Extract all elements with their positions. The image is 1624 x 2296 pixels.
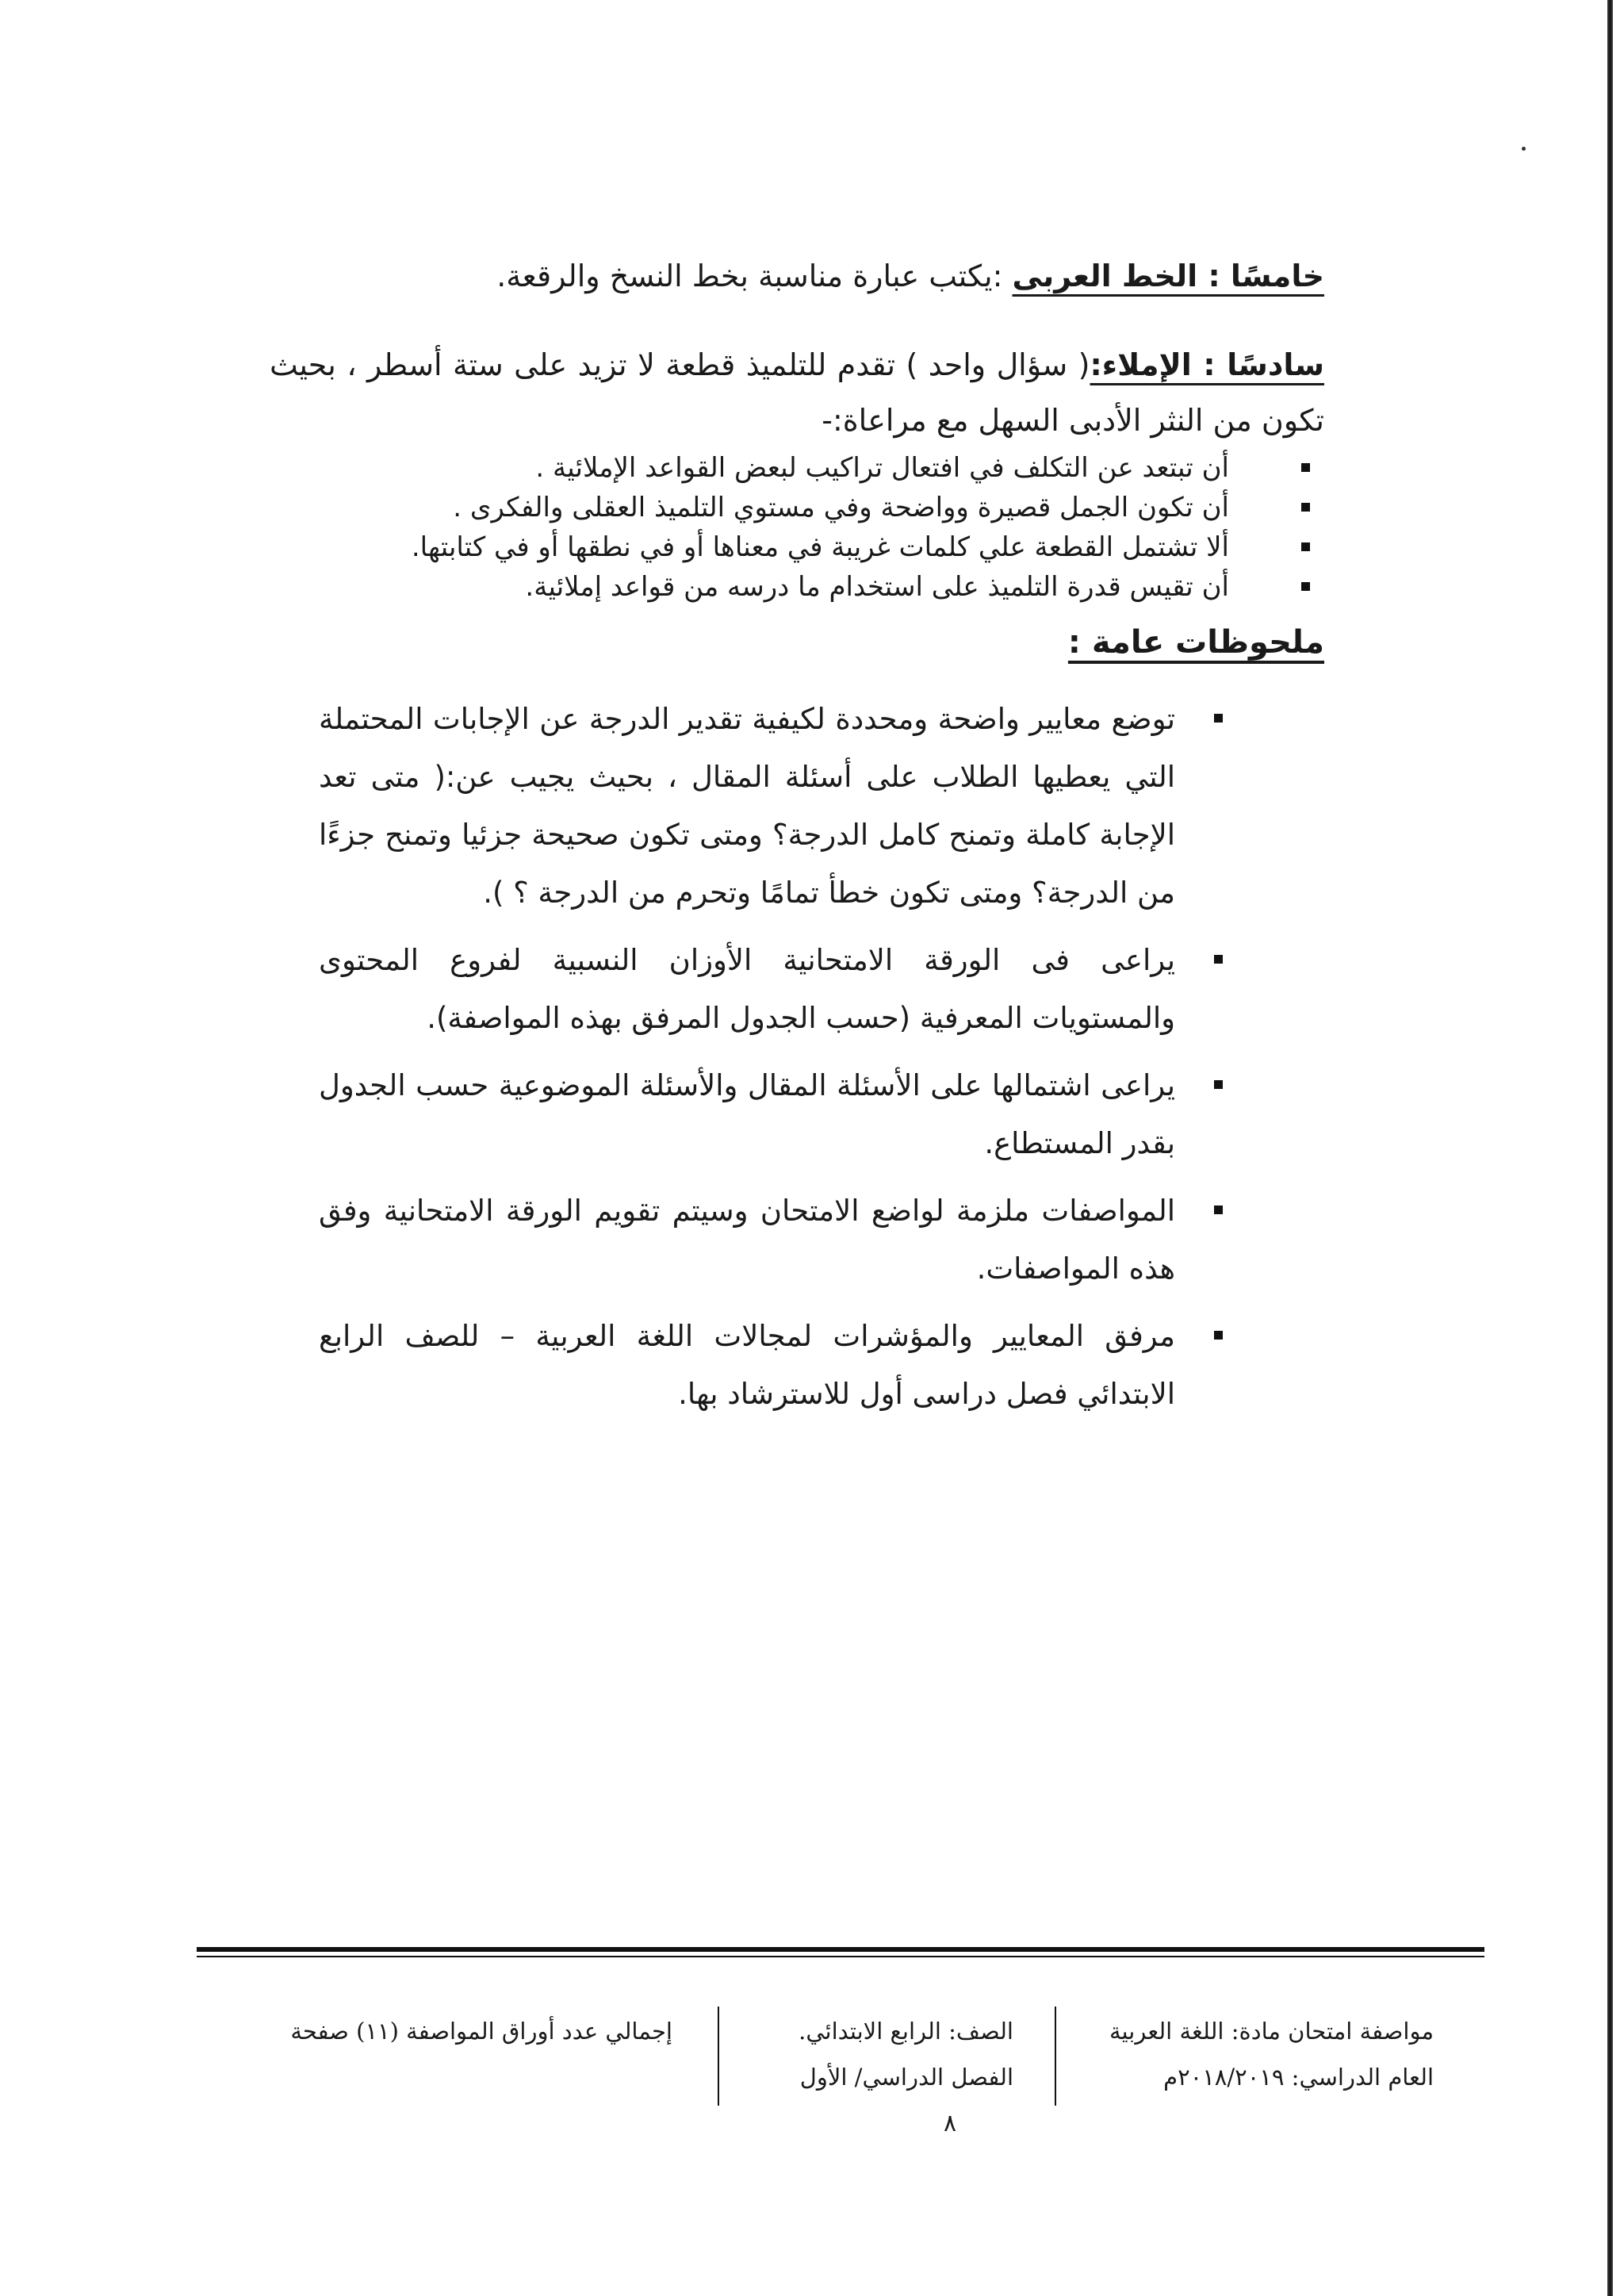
section-calligraphy: [270, 252, 1324, 300]
section-dictation-heading: سادسًا : الإملاء:: [1090, 347, 1324, 382]
footer-spec-title: مواصفة امتحان مادة: اللغة العربية: [1109, 2018, 1434, 2045]
scan-edge: [1607, 0, 1613, 2296]
footer-rule: [197, 1947, 1484, 1952]
section-calligraphy-text: :يكتب عبارة مناسبة بخط النسخ والرقعة.: [496, 259, 1013, 293]
footer-divider: [718, 2007, 719, 2106]
dictation-criteria-list: [270, 448, 1324, 607]
footer-divider: [1055, 2007, 1056, 2106]
section-dictation-intro: [270, 337, 1324, 448]
footer-spec-info: [1109, 2008, 1434, 2100]
footer-rule-thin: [197, 1956, 1484, 1957]
list-item: توضع معايير واضحة ومحددة لكيفية تقدير الدرجة عن الإجابات المحتملة التي يعطيها الطلاب على أسئلة المقال ، بحيث يجيب عن:( متى تعد الإجابة كاملة وتمنح كامل الدرجة؟ ومتى تكون صحيحة جزئيا وتمنح جزءًا من الدرجة؟ ومتى تكون خطأ تمامًا وتحرم من الدرجة ؟ ).: [319, 690, 1231, 922]
list-item: يراعى اشتمالها على الأسئلة المقال والأسئلة الموضوعية حسب الجدول بقدر المستطاع.: [319, 1056, 1231, 1172]
scan-speck: [1522, 147, 1526, 151]
list-item: أن تقيس قدرة التلميذ على استخدام ما درسه من قواعد إملائية.: [270, 567, 1324, 607]
section-dictation-intro-text: ( سؤال واحد ) تقدم للتلميذ قطعة لا تزيد على ستة أسطر ، بحيث تكون من النثر الأدبى السهل مع مراعاة:-: [270, 347, 1324, 438]
footer-year: العام الدراسي: ٢٠١٨/٢٠١٩م: [1163, 2064, 1434, 2091]
list-item: ألا تشتمل القطعة علي كلمات غريبة في معناها أو في نطقها أو في كتابتها.: [270, 527, 1324, 567]
footer-grade-info: [799, 2008, 1013, 2100]
section-calligraphy-heading: خامسًا : الخط العربى: [1012, 259, 1324, 293]
list-item: مرفق المعايير والمؤشرات لمجالات اللغة العربية – للصف الرابع الابتدائي فصل دراسى أول للاسترشاد بها.: [319, 1307, 1231, 1423]
footer-term: الفصل الدراسي/ الأول: [799, 2064, 1013, 2091]
page-number: ٨: [944, 2110, 957, 2137]
footer-total-pages: إجمالي عدد أوراق المواصفة (١١) صفحة: [290, 2018, 672, 2045]
list-item: أن تبتعد عن التكلف في افتعال تراكيب لبعض القواعد الإملائية .: [270, 448, 1324, 488]
footer-grade: الصف: الرابع الابتدائي.: [799, 2018, 1013, 2045]
list-item: أن تكون الجمل قصيرة وواضحة وفي مستوي التلميذ العقلى والفكرى .: [270, 488, 1324, 527]
general-notes-list: [319, 690, 1231, 1432]
section-dictation: [270, 337, 1324, 607]
general-notes-title: ملحوظات عامة :: [1067, 624, 1324, 661]
list-item: المواصفات ملزمة لواضع الامتحان وسيتم تقويم الورقة الامتحانية وفق هذه المواصفات.: [319, 1182, 1231, 1297]
list-item: يراعى فى الورقة الامتحانية الأوزان النسبية لفروع المحتوى والمستويات المعرفية (حسب الجدول المرفق بهذه المواصفة).: [319, 931, 1231, 1047]
